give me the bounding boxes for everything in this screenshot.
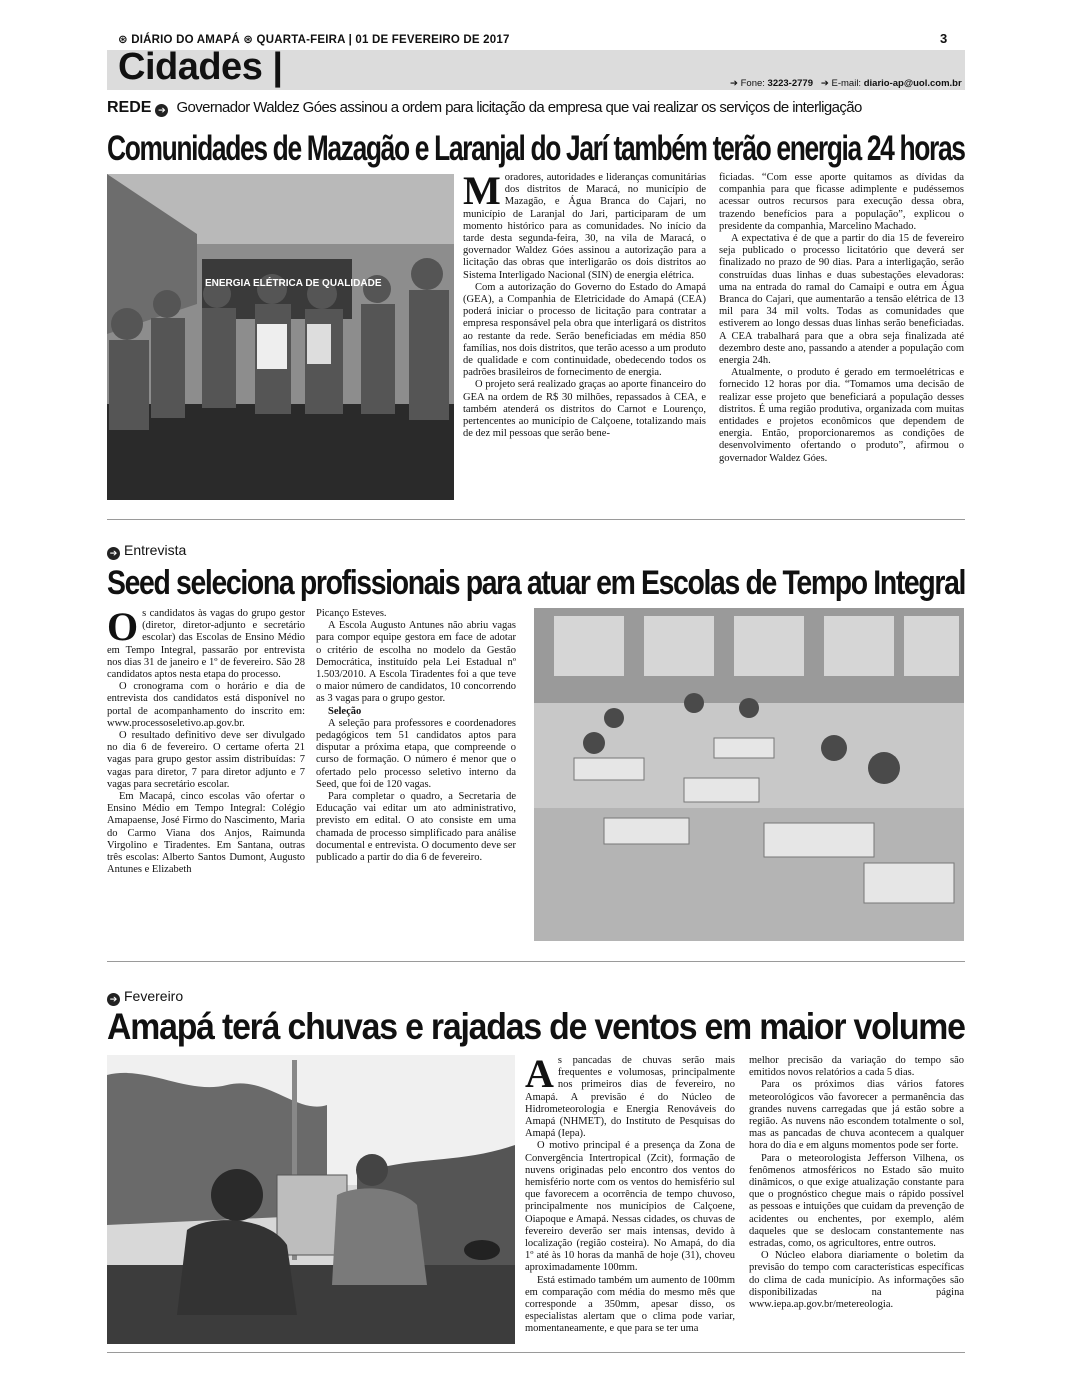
paragraph: Para o meteorologista Jefferson Vilhena, os fenômenos atmosféricos no Estado são muito dinâmicos, o que exige atualização constante para que o prognóstico chegue mais o rápido possível as pessoas e intuições que cuidam da prevenção de acidentes ou enchentes, por exemplo, além daqueles que se deslocam constantemente nas estradas, como, os agricultores, entre outros. [749,1152,964,1250]
paragraph: melhor precisão da variação do tempo são emitidos novos relatórios a cada 5 dias. [749,1055,964,1079]
article1-subtitle: Governador Waldez Góes assinou a ordem para licitação da empresa que vai realizar os serviços de interligação [176,99,862,116]
dropcap: A [525,1051,554,1096]
article2-kicker-line [107,542,186,560]
phone: 3223-2779 [767,78,813,89]
paragraph: Picanço Esteves. [316,608,387,619]
subhead: Seleção [328,705,362,717]
weekday: QUARTA-FEIRA [256,34,346,46]
bullet-icon: ⊛ [243,34,254,46]
email: diario-ap@uol.com.br [863,78,962,89]
article3-column-2 [749,1055,964,1311]
article1-photo [107,174,454,500]
paragraph: A Escola Augusto Antunes não abriu vagas para compor equipe gestora em face de adotar o critério de escolha no modelo da Gestão Democrática, instituído pela Lei Estadual nº 1.503/2010. A Escola Tiradentes foi a que teve o maior número de candidatos, 10 concorrendo as 3 vagas para o grupo gestor. [316,620,516,705]
paragraph: Com a autorização do Governo do Estado do Amapá (GEA), a Companhia de Eletricidade do Amapá (CEA) poderá iniciar o processo de licitação para contratar a empresa responsável pela obra que interligará os distritos ao restante da rede. Serão beneficiadas em média 850 famílias, nos dois distritos, que terão acesso a um produto de qualidade e com continuidade, obedecendo todos os padrões brasileiros de fornecimento de energia. [463,281,706,379]
contact-line: ➔ Fone: 3223-2779 ➔ E-mail: diario-ap@uol.com.br [730,78,962,89]
article2-column-1 [107,604,305,876]
paragraph: oradores, autoridades e lideranças comunitárias dos distritos de Maracá, no município de Mazagão, e Água Branca do Cajari, no município de Laranjal do Jari, participaram de um momento histórico para as comunidades. No início da tarde desta segunda-feira, 30, na vila de Maracá, o governador Waldez Góes assinou a autorização para a licitação das obras que interligarão os dois distritos ao Sistema Interligado Nacional (SIN) de energia elétrica. [463,172,706,281]
divider [107,519,965,520]
paragraph: Para os próximos dias vários fatores meteorológicos vão favorecer a permanência das grandes nuvens carregadas que já estão sobre a região. As nuvens não escondem totalmente o sol, mas as pancadas de chuva acontecem a qualquer hora do dia e em alguns momentos pode ser forte. [749,1079,964,1152]
article2-column-2 [316,608,516,864]
article3-kicker: Fevereiro [124,988,184,1004]
dropcap: M [463,168,501,213]
article3-photo [107,1055,515,1344]
paragraph: A expectativa é de que a partir do dia 15 de fevereiro seja publicado o processo licitatório que deverá ser finalizado no prazo de 90 dias. Para a interligação, serão construídas duas linhas e duas subestações elevadoras: uma na entrada do ramal do Camaipi e outra em Água Branca do Cajari, que aumentarão a tensão elétrica de 13 mil para 34 mil volts. Todas as comunidades que estiverem ao longo dessas duas linhas serão beneficiadas. A CEA trabalhará para que a obra seja finalizada até dezembro deste ano, passando a atender a população com energia 24h. [719,233,964,367]
paragraph: O motivo principal é a presença da Zona de Convergência Intertropical (Zcit), formação de nuvens originadas pelo encontro dos ventos do hemisfério norte com os ventos do hemisfério sul que favorecem a ocorrência de tempo chuvoso, principalmente nos municípios de Calçoene, Oiapoque e Amapá. Nessas cidades, os chuvas de fevereiro deverão ser mais intensas, devido à localização (região costeira). No Amapá, do dia 1º até às 10 horas da manhã de hoje (31), choveu aproximadamente 100mm. [525,1140,735,1274]
ceremony-photo [107,174,454,500]
photo-banner: ENERGIA ELÉTRICA DE QUALIDADE [205,278,382,289]
paragraph: Atualmente, o produto é gerado em termoelétricas e fornecido 12 horas por dia. “Tomamos uma decisão de realizar esse projeto que beneficiará a população desses distritos. É uma região produtiva, organizada com muitas entidades e projetos econômicos que dependem de energia. Então, proporcionaremos as condições de desenvolvimento ofertando o produto”, afirmou o governador Waldez Góes. [719,367,964,464]
paragraph: s pancadas de chuvas serão mais frequentes e volumosas, principalmente nos primeiros dias de fevereiro, no Amapá. A previsão é do Núcleo de Hidrometeorologia e Energia Renováveis do Amapá (NHMET), do Instituto de Pesquisas do Amapá (Iepa). [525,1055,735,1140]
paragraph: O Núcleo elabora diariamente o boletim da previsão do tempo com características específicas do clima de cada município. As informações são disponibilizadas na página www.iepa.ap.gov.br/metereologia. [749,1250,964,1311]
masthead: DIÁRIO DO AMAPÁ [131,34,240,46]
article3-headline: Amapá terá chuvas e rajadas de ventos em maior volume [107,1006,965,1047]
divider [107,961,965,962]
section-title: Cidades | [118,46,283,88]
date: 01 DE FEVEREIRO DE 2017 [355,34,510,46]
paragraph: s candidatos às vagas do grupo gestor (diretor, diretor-adjunto e secretário escolar) das Escolas de Ensino Médio em Tempo Integral, passarão por entrevista nos dias 31 de janeiro e 1º de fevereiro. São 28 candidatos aptos nesta etapa do processo. [107,608,305,681]
paragraph: O projeto será realizado graças ao aporte financeiro do GEA na ordem de R$ 30 milhões, repassados à CEA, e também atenderá os distritos do Carnot e Lourenço, pertencentes ao município de Calçoene, totalizando mais de dez mil pessoas que serão bene- [463,379,706,440]
arrow-icon: ➔ [107,993,120,1006]
classroom-photo [534,608,964,941]
article1-headline: Comunidades de Mazagão e Laranjal do Jarí também terão energia 24 horas [107,129,965,168]
paragraph: ficiadas. “Com esse aporte quitamos as dívidas da companhia para que ficasse adimplente e pudéssemos acessar outros recursos para execução dessa obra, trazendo benefícios para a população”, explicou o presidente da companhia, Marcelino Machado. [719,172,964,232]
paragraph: O resultado definitivo deve ser divulgado no dia 6 de fevereiro. O certame oferta 21 vagas para grupo gestor assim distribuídas: 7 vagas para diretor, 7 para diretor adjunto e 7 vagas para secretário escolar. [107,730,305,790]
masthead-line: ⊛ DIÁRIO DO AMAPÁ ⊛ QUARTA-FEIRA | 01 DE FEVEREIRO DE 2017 [118,34,510,46]
article1-column-2 [719,172,964,465]
paragraph: Para completar o quadro, a Secretaria de Educação vai editar um ato administrativo, previsto em edital. O ato consiste em uma chamada de processo simplificado para análise documental e entrevista. O documento deve ser publicado a partir do dia 6 de fevereiro. [316,791,516,864]
dropcap: O [107,604,139,649]
article1-column-1 [463,168,706,440]
phone-icon: ➔ [730,78,738,89]
article1-kicker: REDE [107,99,152,116]
masthead-icon: ⊛ [118,34,128,46]
article3-column-1 [525,1051,735,1336]
weather-station-photo [107,1055,515,1344]
article1-subtitle-line [107,99,967,117]
divider [107,1352,965,1353]
paragraph: O cronograma com o horário e dia de entrevista dos candidatos está disponível no portal de acompanhamento do inscrito em: www.processoseletivo.ap.gov.br. [107,681,305,729]
article2-headline: Seed seleciona profissionais para atuar em Escolas de Tempo Integral [107,564,966,602]
paragraph: Está estimado também um aumento de 100mm em comparação com média do mesmo mês que corresponde a 350mm, apesar disso, os especialistas alertam que o clima pode variar, momentaneamente, e que para se ter uma [525,1274,735,1335]
paragraph: A seleção para professores e coordenadores pedagógicos tem 51 candidatos aptos para disputar a próxima etapa, que compreende o curso de formação. O número é menor que o ofertado pelo processo seletivo interno da Seed, que foi de 120 vagas. [316,717,516,790]
article3-kicker-line [107,988,183,1006]
paragraph: Em Macapá, cinco escolas vão ofertar o Ensino Médio em Tempo Integral: Colégio Amapaense, José Firmo do Nascimento, Maria do Carmo Viana dos Anjos, Raimunda Virgolino e Tiradentes. Em Santana, outras três escolas: Alberto Santos Dumont, Augusto Antunes e Elizabeth [107,791,305,876]
arrow-icon: ➔ [107,547,120,560]
article2-kicker: Entrevista [124,542,187,558]
arrow-icon: ➔ [155,104,168,117]
page-number: 3 [940,31,948,46]
article2-photo [534,608,964,941]
email-icon: ➔ [820,78,829,89]
